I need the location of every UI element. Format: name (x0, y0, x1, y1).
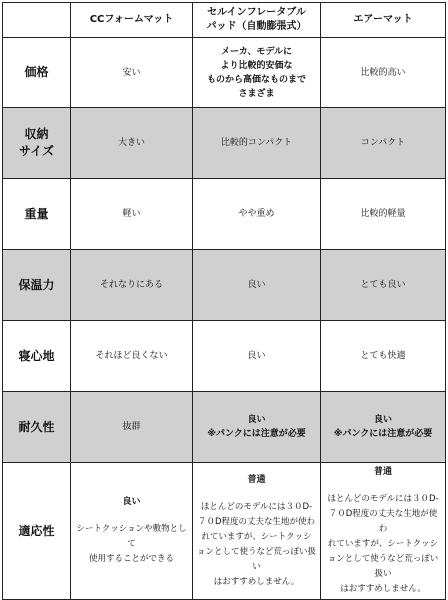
row-label-storage-size: 収納 サイズ (3, 108, 71, 179)
cell-adaptability-air-main: 普通 (373, 467, 392, 477)
cell-price-cc: 安い (71, 38, 193, 108)
cell-size-air: コンパクト (321, 108, 446, 179)
row-label-comfort: 寝心地 (3, 321, 71, 392)
cell-adaptability-air-note: ほとんどのモデルには３０D- ７０D程度の丈夫な生地が使わ れていますが、シートクッシ ョンとして使うなど荒っぽい扱い はおすすめしません。 (327, 494, 439, 594)
header-cc-foam-mat: CCフォームマット (71, 3, 193, 38)
cell-durability-cc: 抜群 (71, 392, 193, 463)
cell-warmth-self-inflating: 良い (193, 250, 321, 321)
row-weight (3, 179, 446, 250)
header-empty (3, 3, 71, 38)
cell-weight-air: 比較的軽量 (321, 179, 446, 250)
cell-warmth-cc: それなりにある (71, 250, 193, 321)
cell-warmth-air: とても良い (321, 250, 446, 321)
cell-price-air: 比較的高い (321, 38, 446, 108)
cell-size-cc: 大きい (71, 108, 193, 179)
cell-comfort-air: とても快適 (321, 321, 446, 392)
row-label-weight: 重量 (3, 179, 71, 250)
cell-adaptability-self-inflating-note: ほとんどのモデルには３０D- ７０D程度の丈夫な生地が使わ れていますが、シートクッシ ョンとして使うなど荒っぽい扱い はおすすめしません。 (197, 501, 317, 587)
row-label-durability: 耐久性 (3, 392, 71, 463)
comparison-table-container (2, 2, 445, 597)
cell-comfort-cc: それほど良くない (71, 321, 193, 392)
header-self-inflating-pad: セルインフレータブル パッド（自動膨張式） (193, 3, 321, 38)
header-air-mat: エアーマット (321, 3, 446, 38)
cell-weight-self-inflating: やや重め (193, 179, 321, 250)
cell-adaptability-self-inflating (193, 463, 321, 600)
row-comfort (3, 321, 446, 392)
cell-adaptability-cc (71, 463, 193, 600)
row-warmth (3, 250, 446, 321)
cell-comfort-self-inflating: 良い (193, 321, 321, 392)
cell-adaptability-air (321, 463, 446, 600)
row-label-warmth: 保温力 (3, 250, 71, 321)
cell-adaptability-self-inflating-main: 普通 (247, 474, 266, 485)
cell-durability-air: 良い ※パンクには注意が必要 (321, 392, 446, 463)
cell-adaptability-cc-note: シートクッションや敷物として 使用することができる (76, 524, 187, 564)
cell-weight-cc: 軽い (71, 179, 193, 250)
cell-size-self-inflating: 比較的コンパクト (193, 108, 321, 179)
cell-adaptability-cc-main: 良い (122, 497, 141, 507)
comparison-table (2, 2, 446, 600)
row-storage-size (3, 108, 446, 179)
cell-durability-self-inflating: 良い ※パンクには注意が必要 (193, 392, 321, 463)
row-price (3, 38, 446, 108)
row-adaptability (3, 463, 446, 600)
row-label-price: 価格 (3, 38, 71, 108)
header-row (3, 3, 446, 38)
row-label-adaptability: 適応性 (3, 463, 71, 600)
row-durability (3, 392, 446, 463)
cell-price-self-inflating: メーカ、モデルに より比較的安価な ものから高価なものまで さまざま (193, 38, 321, 108)
